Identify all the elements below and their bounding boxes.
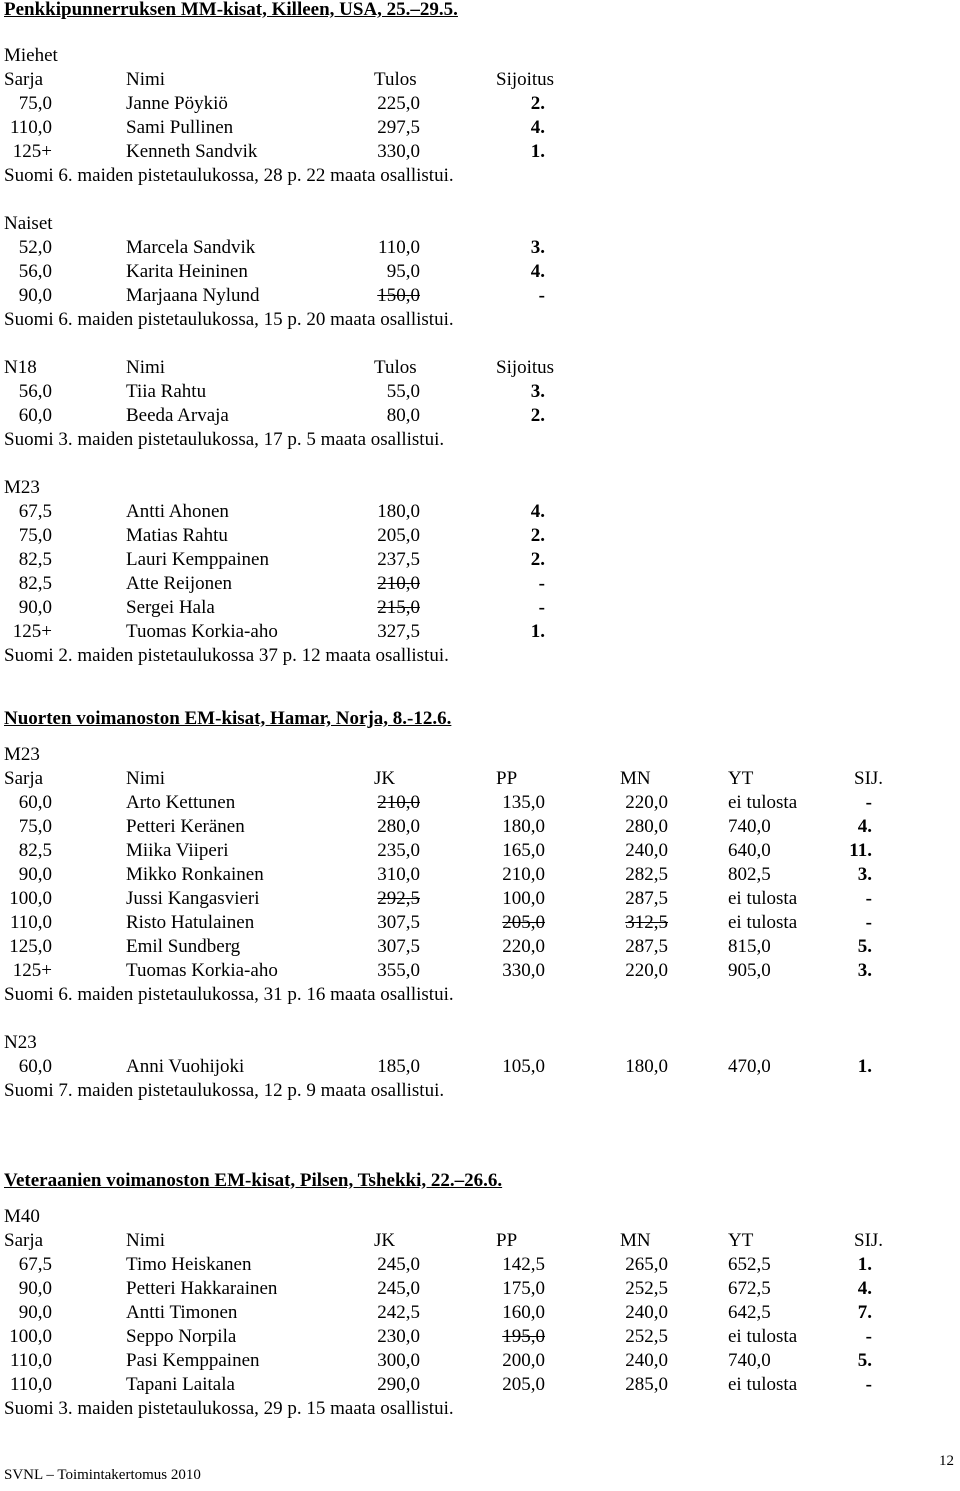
group-title: M23 [4, 477, 40, 498]
group-summary [0, 644, 960, 668]
result-cell: 95,0 [386, 261, 420, 282]
result-cell: Petteri Keränen [126, 816, 245, 837]
result-row [0, 959, 960, 983]
group-header-row [0, 356, 960, 380]
result-cell: 905,0 [728, 960, 771, 981]
result-cell: 327,5 [377, 621, 420, 642]
result-cell: 2. [530, 525, 545, 546]
result-cell: Petteri Hakkarainen [126, 1278, 278, 1299]
result-cell: 100,0 [9, 888, 52, 909]
column-header: Sarja [4, 1230, 44, 1251]
result-cell: 2. [530, 549, 545, 570]
page-footer: SVNL – Toimintakertomus 2010 [4, 1467, 201, 1483]
result-cell: Marcela Sandvik [126, 237, 256, 258]
column-header: YT [728, 1230, 754, 1251]
result-cell: ei tulosta [728, 1326, 798, 1347]
column-header: MN [620, 1230, 651, 1251]
summary-text: Suomi 7. maiden pistetaulukossa, 12 p. 9 maata osallistui. [4, 1080, 445, 1101]
summary-text: Suomi 3. maiden pistetaulukossa, 29 p. 15 maata osallistui. [4, 1398, 454, 1419]
column-header: Nimi [126, 69, 166, 90]
result-cell: 242,5 [377, 1302, 420, 1323]
result-cell: 740,0 [728, 816, 771, 837]
result-cell: 125+ [12, 621, 52, 642]
column-header: SIJ. [854, 768, 884, 789]
result-cell: 160,0 [502, 1302, 545, 1323]
column-header: Tulos [374, 69, 417, 90]
result-row [0, 284, 960, 308]
result-cell: Miika Viiperi [126, 840, 229, 861]
result-cell: 310,0 [377, 864, 420, 885]
result-cell: 56,0 [18, 381, 52, 402]
column-header: PP [496, 1230, 518, 1251]
result-cell: 4. [530, 501, 545, 522]
result-cell: 282,5 [625, 864, 668, 885]
column-header: Sijoitus [496, 357, 555, 378]
group-summary [0, 983, 960, 1007]
result-cell: 90,0 [18, 285, 52, 306]
result-cell: 307,5 [377, 912, 420, 933]
result-cell: 225,0 [377, 93, 420, 114]
result-row [0, 1055, 960, 1079]
result-cell: 205,0 [377, 525, 420, 546]
result-cell: ei tulosta [728, 792, 798, 813]
group-title: M40 [4, 1206, 40, 1227]
result-cell: 642,5 [728, 1302, 771, 1323]
page-number: 12 [939, 1453, 954, 1469]
group-title: M23 [4, 744, 40, 765]
result-row [0, 863, 960, 887]
column-header: Nimi [126, 768, 166, 789]
section-heading-text: Penkkipunnerruksen MM-kisat, Killeen, USA, 25.–29.5. [4, 0, 458, 20]
result-cell: 220,0 [625, 792, 668, 813]
result-cell: 210,0 [377, 573, 420, 594]
result-cell: 175,0 [502, 1278, 545, 1299]
result-cell: Kenneth Sandvik [126, 141, 258, 162]
result-cell: 105,0 [502, 1056, 545, 1077]
group-summary [0, 308, 960, 332]
result-cell: 90,0 [18, 1302, 52, 1323]
column-header: SIJ. [854, 1230, 884, 1251]
result-cell: 292,5 [377, 888, 420, 909]
result-cell: 297,5 [377, 117, 420, 138]
result-cell: 110,0 [377, 237, 420, 258]
result-cell: 470,0 [728, 1056, 771, 1077]
result-cell: 180,0 [377, 501, 420, 522]
result-cell: 672,5 [728, 1278, 771, 1299]
result-cell: 180,0 [625, 1056, 668, 1077]
result-cell: 165,0 [502, 840, 545, 861]
result-cell: - [865, 1326, 872, 1347]
section-heading [0, 0, 960, 22]
result-row [0, 572, 960, 596]
result-row [0, 620, 960, 644]
result-cell: 210,0 [502, 864, 545, 885]
result-cell: Antti Ahonen [126, 501, 229, 522]
result-cell: 67,5 [18, 1254, 52, 1275]
column-header-row [0, 68, 960, 92]
result-cell: 2. [530, 93, 545, 114]
result-cell: 215,0 [377, 597, 420, 618]
group-title: Naiset [4, 213, 53, 234]
result-cell: 82,5 [18, 840, 52, 861]
result-cell: 307,5 [377, 936, 420, 957]
group-summary [0, 164, 960, 188]
result-cell: 110,0 [9, 1374, 52, 1395]
group-title: N18 [4, 357, 37, 378]
result-row [0, 92, 960, 116]
result-cell: 2. [530, 405, 545, 426]
column-header: Nimi [126, 1230, 166, 1251]
result-cell: 60,0 [18, 1056, 52, 1077]
result-row [0, 140, 960, 164]
section-heading-text: Nuorten voimanoston EM-kisat, Hamar, Norja, 8.-12.6. [4, 708, 452, 729]
result-cell: Karita Heininen [126, 261, 248, 282]
result-cell: 80,0 [386, 405, 420, 426]
column-header: Sarja [4, 768, 44, 789]
result-cell: 205,0 [502, 912, 545, 933]
result-cell: 205,0 [502, 1374, 545, 1395]
column-header: PP [496, 768, 518, 789]
group-title-row [0, 476, 960, 500]
column-header-row [0, 1229, 960, 1253]
result-cell: 11. [849, 840, 872, 861]
result-row [0, 839, 960, 863]
result-cell: 1. [530, 141, 545, 162]
result-cell: 185,0 [377, 1056, 420, 1077]
section-heading-text: Veteraanien voimanoston EM-kisat, Pilsen, Tshekki, 22.–26.6. [4, 1170, 503, 1191]
result-cell: Tuomas Korkia-aho [126, 621, 278, 642]
result-cell: 220,0 [625, 960, 668, 981]
group-title-row [0, 44, 960, 68]
result-cell: 5. [857, 1350, 872, 1371]
result-cell: 125+ [12, 141, 52, 162]
result-row [0, 815, 960, 839]
result-cell: 240,0 [625, 1302, 668, 1323]
result-cell: Sergei Hala [126, 597, 215, 618]
column-header: YT [728, 768, 754, 789]
result-cell: Anni Vuohijoki [126, 1056, 245, 1077]
result-cell: 290,0 [377, 1374, 420, 1395]
summary-text: Suomi 2. maiden pistetaulukossa 37 p. 12 maata osallistui. [4, 645, 449, 666]
result-row [0, 1253, 960, 1277]
summary-text: Suomi 6. maiden pistetaulukossa, 31 p. 16 maata osallistui. [4, 984, 454, 1005]
result-cell: Risto Hatulainen [126, 912, 255, 933]
result-cell: 195,0 [502, 1326, 545, 1347]
result-cell: 75,0 [18, 525, 52, 546]
result-cell: 740,0 [728, 1350, 771, 1371]
result-cell: Atte Reijonen [126, 573, 233, 594]
column-header: Nimi [126, 357, 166, 378]
summary-text: Suomi 6. maiden pistetaulukossa, 28 p. 22 maata osallistui. [4, 165, 454, 186]
result-cell: Arto Kettunen [126, 792, 236, 813]
column-header: Sarja [4, 69, 44, 90]
result-cell: 4. [857, 1278, 872, 1299]
result-cell: Marjaana Nylund [126, 285, 260, 306]
result-cell: 75,0 [18, 93, 52, 114]
result-cell: 355,0 [377, 960, 420, 981]
result-cell: Janne Pöykiö [126, 93, 228, 114]
result-cell: 200,0 [502, 1350, 545, 1371]
column-header: JK [374, 1230, 396, 1251]
result-cell: Seppo Norpila [126, 1326, 237, 1347]
result-cell: 220,0 [502, 936, 545, 957]
result-cell: ei tulosta [728, 1374, 798, 1395]
section-heading [0, 707, 960, 731]
result-cell: 285,0 [625, 1374, 668, 1395]
result-cell: 60,0 [18, 792, 52, 813]
result-row [0, 935, 960, 959]
result-cell: 75,0 [18, 816, 52, 837]
result-cell: 802,5 [728, 864, 771, 885]
result-cell: 100,0 [9, 1326, 52, 1347]
result-cell: 4. [530, 261, 545, 282]
result-cell: 52,0 [18, 237, 52, 258]
result-cell: 245,0 [377, 1254, 420, 1275]
result-cell: 3. [530, 381, 545, 402]
result-cell: 640,0 [728, 840, 771, 861]
result-cell: 7. [857, 1302, 872, 1323]
result-cell: - [865, 792, 872, 813]
result-cell: - [865, 888, 872, 909]
result-cell: 330,0 [377, 141, 420, 162]
result-row [0, 548, 960, 572]
result-cell: 252,5 [625, 1278, 668, 1299]
result-row [0, 791, 960, 815]
result-cell: Tiia Rahtu [126, 381, 207, 402]
result-cell: 1. [857, 1254, 872, 1275]
result-row [0, 380, 960, 404]
result-row [0, 260, 960, 284]
result-cell: 300,0 [377, 1350, 420, 1371]
result-cell: 287,5 [625, 936, 668, 957]
result-cell: Emil Sundberg [126, 936, 241, 957]
column-header-row [0, 767, 960, 791]
result-cell: 82,5 [18, 573, 52, 594]
result-cell: Tuomas Korkia-aho [126, 960, 278, 981]
result-cell: 265,0 [625, 1254, 668, 1275]
result-cell: Lauri Kemppainen [126, 549, 269, 570]
result-row [0, 1325, 960, 1349]
result-cell: 210,0 [377, 792, 420, 813]
result-cell: Mikko Ronkainen [126, 864, 264, 885]
result-row [0, 524, 960, 548]
result-row [0, 116, 960, 140]
result-cell: 815,0 [728, 936, 771, 957]
result-cell: Timo Heiskanen [126, 1254, 252, 1275]
result-row [0, 1349, 960, 1373]
result-cell: - [538, 285, 545, 306]
result-cell: - [865, 1374, 872, 1395]
result-cell: 142,5 [502, 1254, 545, 1275]
result-cell: 330,0 [502, 960, 545, 981]
result-cell: Beeda Arvaja [126, 405, 229, 426]
group-summary [0, 428, 960, 452]
result-cell: 110,0 [9, 1350, 52, 1371]
result-cell: 3. [857, 864, 872, 885]
result-row [0, 404, 960, 428]
result-row [0, 911, 960, 935]
column-header: Sijoitus [496, 69, 555, 90]
group-title-row [0, 212, 960, 236]
result-cell: 230,0 [377, 1326, 420, 1347]
result-cell: 4. [857, 816, 872, 837]
result-cell: 67,5 [18, 501, 52, 522]
column-header: MN [620, 768, 651, 789]
result-cell: 110,0 [9, 912, 52, 933]
group-summary [0, 1079, 960, 1103]
result-cell: 240,0 [625, 840, 668, 861]
result-cell: 4. [530, 117, 545, 138]
result-cell: 280,0 [625, 816, 668, 837]
result-row [0, 1373, 960, 1397]
group-title-row [0, 743, 960, 767]
result-cell: 237,5 [377, 549, 420, 570]
result-cell: - [538, 597, 545, 618]
result-cell: - [865, 912, 872, 933]
result-cell: - [538, 573, 545, 594]
result-row [0, 500, 960, 524]
group-title: Miehet [4, 45, 58, 66]
result-cell: 150,0 [377, 285, 420, 306]
result-cell: 90,0 [18, 864, 52, 885]
result-cell: 280,0 [377, 816, 420, 837]
group-title: N23 [4, 1032, 37, 1053]
result-cell: Tapani Laitala [126, 1374, 235, 1395]
result-cell: Jussi Kangasvieri [126, 888, 260, 909]
result-row [0, 236, 960, 260]
result-cell: 180,0 [502, 816, 545, 837]
result-cell: 125,0 [9, 936, 52, 957]
result-cell: ei tulosta [728, 888, 798, 909]
column-header: JK [374, 768, 396, 789]
column-header: Tulos [374, 357, 417, 378]
result-row [0, 1277, 960, 1301]
result-cell: 235,0 [377, 840, 420, 861]
result-cell: 5. [857, 936, 872, 957]
result-cell: 1. [857, 1056, 872, 1077]
summary-text: Suomi 3. maiden pistetaulukossa, 17 p. 5 maata osallistui. [4, 429, 445, 450]
result-cell: 60,0 [18, 405, 52, 426]
result-cell: 135,0 [502, 792, 545, 813]
result-cell: 90,0 [18, 1278, 52, 1299]
result-cell: 252,5 [625, 1326, 668, 1347]
result-cell: 245,0 [377, 1278, 420, 1299]
result-cell: 82,5 [18, 549, 52, 570]
result-cell: 287,5 [625, 888, 668, 909]
result-cell: 1. [530, 621, 545, 642]
result-cell: 55,0 [386, 381, 420, 402]
result-cell: 312,5 [625, 912, 668, 933]
result-cell: 652,5 [728, 1254, 771, 1275]
result-cell: Sami Pullinen [126, 117, 234, 138]
summary-text: Suomi 6. maiden pistetaulukossa, 15 p. 20 maata osallistui. [4, 309, 454, 330]
result-row [0, 1301, 960, 1325]
result-row [0, 596, 960, 620]
result-cell: Matias Rahtu [126, 525, 228, 546]
result-cell: 240,0 [625, 1350, 668, 1371]
result-row [0, 887, 960, 911]
result-cell: 125+ [12, 960, 52, 981]
group-title-row [0, 1031, 960, 1055]
section-heading [0, 1169, 960, 1193]
result-cell: ei tulosta [728, 912, 798, 933]
result-cell: Pasi Kemppainen [126, 1350, 260, 1371]
result-cell: Antti Timonen [126, 1302, 238, 1323]
result-cell: 100,0 [502, 888, 545, 909]
result-cell: 3. [857, 960, 872, 981]
result-cell: 56,0 [18, 261, 52, 282]
result-cell: 90,0 [18, 597, 52, 618]
result-cell: 3. [530, 237, 545, 258]
result-cell: 110,0 [9, 117, 52, 138]
group-summary [0, 1397, 960, 1421]
group-title-row [0, 1205, 960, 1229]
